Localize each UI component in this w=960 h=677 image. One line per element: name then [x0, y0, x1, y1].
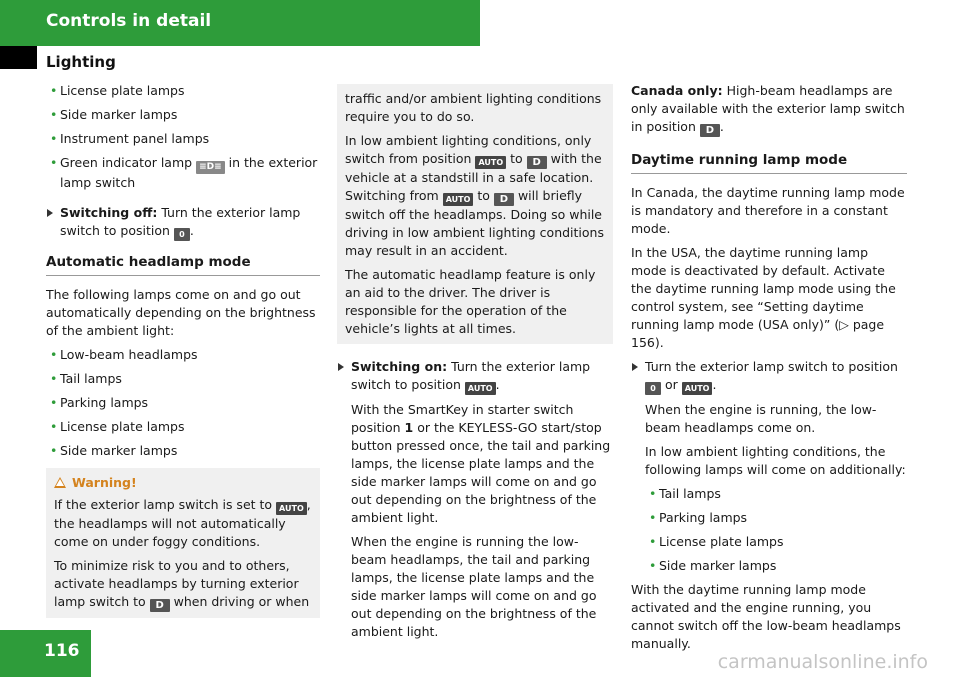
list-item: • Side marker lamps: [46, 442, 320, 460]
chapter-title: Controls in detail: [46, 11, 212, 31]
column-3: Canada only: High-beam headlamps are only available with the exterior lamp switch in position D . Daytime running lamp mode In Canada, the daytime running lamp mode is mandatory and therefore in a constant mode. In the USA, the daytime running lamp mode is deactivated by default. Activate the daytime running lamp mode using the control system, see “Setting daytime running lamp mode (USA only)” (▷ page 156). Turn the exterior lamp switch to position 0 or AUTO . When the engine is running, the low-beam headlamps come on. In low ambient lighting conditions, the following lamps will come on additionally: • Tail lamps • Parking lamps • License plate lamps • Side marker lamps With the daytime running lamp mode activated and the engine running, you cannot switch off the low-beam headlamps manually.: [631, 82, 907, 659]
warning-icon: [54, 477, 66, 488]
page-ref-arrow-icon: ▷: [839, 317, 849, 332]
list-item-green-lamp: • Green indicator lamp ≡D≡ in the exterior lamp switch: [46, 154, 320, 192]
list-item: • Instrument panel lamps: [46, 130, 320, 148]
turn-switch-step: Turn the exterior lamp switch to position 0 or AUTO .: [631, 358, 907, 395]
column-1: [46, 82, 320, 618]
warning-box: Warning! If the exterior lamp switch is set to AUTO , the headlamps will not automatically come on under foggy conditions. To minimize risk to you and to others, activate headlamps by turning exterior lamp switch to D when driving or when: [46, 468, 320, 618]
list-item: • Tail lamps: [645, 485, 907, 503]
section-title: Lighting: [46, 53, 116, 71]
page-number: 116: [44, 641, 80, 661]
headlamp-icon: D: [150, 599, 170, 612]
auto-symbol: AUTO: [475, 156, 506, 169]
switching-on-step: Switching on: Turn the exterior lamp switch to position AUTO .: [337, 358, 613, 395]
list-item: • License plate lamps: [46, 418, 320, 436]
section-tab: [0, 46, 37, 69]
standing-lamp-icon: ≡D≡: [196, 161, 225, 174]
page-reference-link[interactable]: page 156: [631, 317, 885, 350]
watermark: carmanualsonline.info: [717, 651, 928, 673]
list-item: • Low-beam headlamps: [46, 346, 320, 364]
headlamp-icon: D: [527, 156, 547, 169]
list-item: • Parking lamps: [46, 394, 320, 412]
list-item: • License plate lamps: [645, 533, 907, 551]
list-item: • Side marker lamps: [46, 106, 320, 124]
list-item: • Side marker lamps: [645, 557, 907, 575]
auto-symbol: AUTO: [443, 193, 474, 206]
headlamp-icon: D: [700, 124, 720, 137]
warning-box-continued: traffic and/or ambient lighting conditions require you to do so. In low ambient lighting conditions, only switch from position AUTO to D with the vehicle at a standstill in a safe location. Switching from AUTO to D will briefly switch off the headlamps. Doing so while driving in low ambient lighting conditions may result in an accident. The automatic headlamp feature is only an aid to the driver. The driver is responsible for the operation of the vehicle’s lights at all times.: [337, 84, 613, 344]
list-item: • Tail lamps: [46, 370, 320, 388]
position-zero-symbol: 0: [645, 382, 661, 395]
auto-intro: The following lamps come on and go out automatically depending on the brightness of the ambient light:: [46, 287, 316, 338]
headlamp-icon: D: [494, 193, 514, 206]
list-item: • License plate lamps: [46, 82, 320, 100]
warning-title: Warning!: [72, 475, 137, 490]
drl-heading: Daytime running lamp mode: [631, 151, 907, 174]
auto-symbol: AUTO: [276, 502, 307, 515]
column-2: traffic and/or ambient lighting conditions require you to do so. In low ambient lighting conditions, only switch from position AUTO to D with the vehicle at a standstill in a safe location. Switching from AUTO to D will briefly switch off the headlamps. Doing so while driving in low ambient lighting conditions may result in an accident. The automatic headlamp feature is only an aid to the driver. The driver is responsible for the operation of the vehicle’s lights at all times. Switching on: Turn the exterior lamp switch to position AUTO . With the SmartKey in starter switch position 1 or the KEYLESS-GO start/stop button pressed once, the tail and parking lamps, the license plate lamps and the side marker lamps will come on and go out depending on the brightness of the ambient light. When the engine is running the low-beam headlamps, the tail and parking lamps, the license plate lamps and the side marker lamps will come on and go out depending on the brightness of the ambient light.: [337, 84, 613, 647]
auto-symbol: AUTO: [682, 382, 713, 395]
position-zero-symbol: 0: [174, 228, 190, 241]
list-item: • Parking lamps: [645, 509, 907, 527]
auto-symbol: AUTO: [465, 382, 496, 395]
switching-off-step: Switching off: Turn the exterior lamp switch to position 0 .: [46, 204, 320, 241]
auto-headlamp-heading: Automatic headlamp mode: [46, 253, 320, 276]
